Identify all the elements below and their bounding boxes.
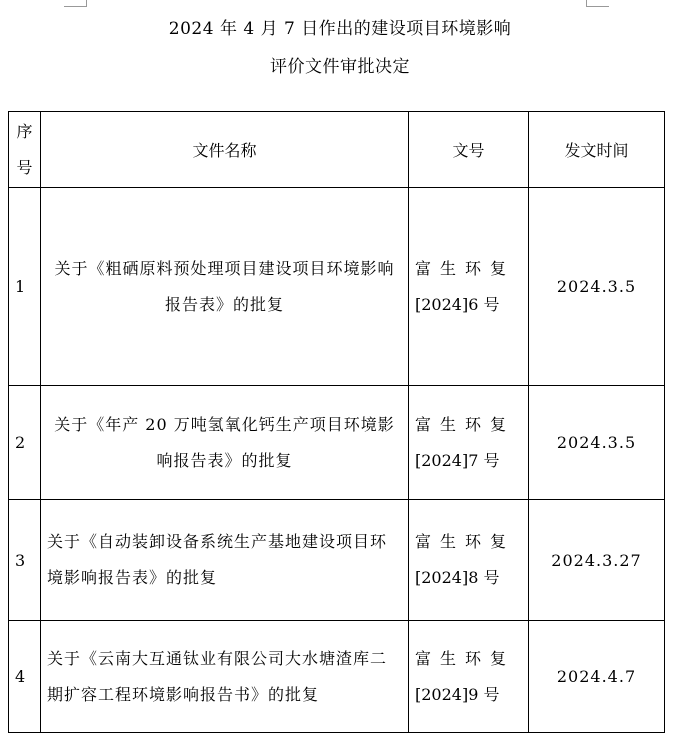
row-issue-date: 2024.4.7: [529, 621, 665, 733]
row-issue-date: 2024.3.5: [529, 386, 665, 500]
row-number-suffix: [2024]9 号: [415, 684, 500, 704]
header-date: 发文时间: [529, 112, 665, 188]
page-corner-mark-right: [586, 0, 609, 7]
page-corner-mark-left: [64, 0, 87, 7]
approval-table: [8, 111, 665, 733]
row-document-number: [409, 621, 529, 733]
header-name: 文件名称: [41, 112, 409, 188]
row-seq: 1: [9, 188, 41, 386]
row-number-suffix: [2024]7 号: [415, 450, 500, 470]
row-seq: 3: [9, 500, 41, 621]
row-document-name: 关于《年产 20 万吨氢氧化钙生产项目环境影响报告表》的批复: [41, 386, 409, 500]
row-number-prefix: 富生环复: [415, 648, 516, 668]
row-document-number: [409, 188, 529, 386]
row-document-name: 关于《粗硒原料预处理项目建设项目环境影响报告表》的批复: [41, 188, 409, 386]
row-seq: 4: [9, 621, 41, 733]
row-seq: 2: [9, 386, 41, 500]
row-number-suffix: [2024]6 号: [415, 294, 500, 314]
table-header-row: [9, 112, 665, 188]
row-document-name: 关于《自动装卸设备系统生产基地建设项目环境影响报告表》的批复: [41, 500, 409, 621]
row-number-suffix: [2024]8 号: [415, 568, 500, 587]
header-seq: 序号: [16, 121, 33, 177]
document-title-line-1: 2024 年 4 月 7 日作出的建设项目环境影响: [168, 19, 512, 39]
table-row: [9, 621, 665, 733]
header-seq-cell: [9, 112, 41, 188]
header-number: 文号: [409, 112, 529, 188]
table-row: [9, 188, 665, 386]
table-row: [9, 500, 665, 621]
document-title-line-2: 评价文件审批决定: [270, 57, 410, 77]
row-number-prefix: 富生环复: [415, 258, 516, 278]
row-number-prefix: 富生环复: [415, 532, 516, 551]
row-issue-date: 2024.3.5: [529, 188, 665, 386]
row-issue-date: 2024.3.27: [529, 500, 665, 621]
row-document-number: [409, 500, 529, 621]
row-document-name: 关于《云南大互通钛业有限公司大水塘渣库二期扩容工程环境影响报告书》的批复: [41, 621, 409, 733]
table-row: [9, 386, 665, 500]
row-number-prefix: 富生环复: [415, 414, 516, 434]
row-document-number: [409, 386, 529, 500]
